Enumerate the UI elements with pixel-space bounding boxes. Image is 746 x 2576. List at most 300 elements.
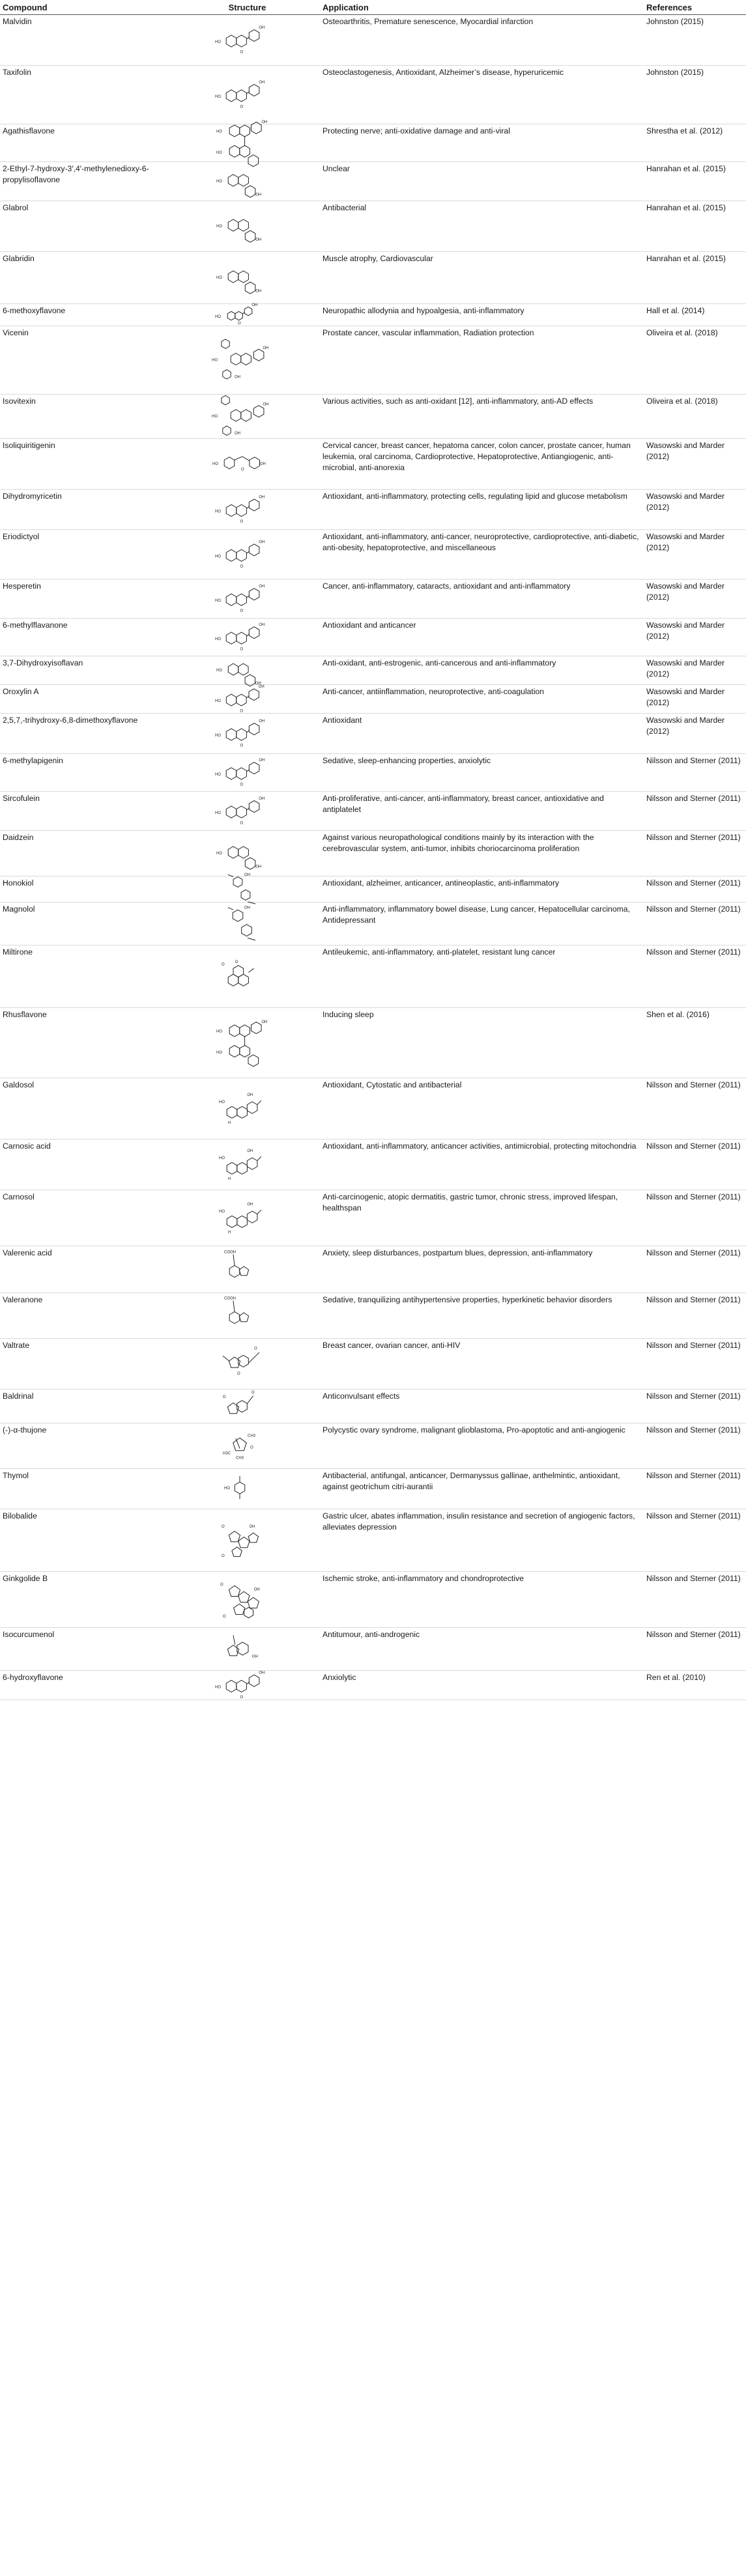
atom-label: OH xyxy=(255,865,261,869)
structure-drawing xyxy=(175,903,320,945)
structure-svg xyxy=(208,1008,287,1076)
structure-svg xyxy=(208,1078,287,1137)
structure-svg xyxy=(208,201,287,249)
structure-drawing xyxy=(175,1008,320,1078)
structure-svg xyxy=(208,754,287,789)
atom-label: OH xyxy=(244,873,250,877)
compound-name: 6-methylapigenin xyxy=(0,754,175,792)
atom-label: O xyxy=(250,1446,253,1450)
atom-label: OH xyxy=(234,375,240,380)
header-application: Application xyxy=(320,0,644,15)
reference-text: Wasowski and Marder (2012) xyxy=(644,619,746,656)
structure-svg xyxy=(208,714,287,751)
reference-text: Nilsson and Sterner (2011) xyxy=(644,1628,746,1671)
compound-name: 6-methoxyflavone xyxy=(0,304,175,326)
reference-text: Nilsson and Sterner (2011) xyxy=(644,1423,746,1469)
atom-label: OH xyxy=(251,303,257,307)
application-text: Antileukemic, anti-inflammatory, anti-platelet, resistant lung cancer xyxy=(320,945,644,1008)
atom-label: HO xyxy=(216,180,222,184)
structure-svg xyxy=(208,656,287,686)
atom-label: HO xyxy=(214,811,221,815)
atom-label: O xyxy=(240,609,243,613)
atom-label: HO xyxy=(216,130,222,134)
atom-label: HO xyxy=(214,95,221,99)
atom-label: O xyxy=(240,468,244,472)
application-text: Anticonvulsant effects xyxy=(320,1390,644,1423)
structure-svg xyxy=(208,304,287,324)
application-text: Polycystic ovary syndrome, malignant glioblastoma, Pro-apoptotic and anti-angiogenic xyxy=(320,1423,644,1469)
structure-svg xyxy=(208,439,287,487)
table-row xyxy=(0,656,746,685)
reference-text: Nilsson and Sterner (2011) xyxy=(644,1509,746,1572)
compound-name: Isovitexin xyxy=(0,395,175,439)
application-text: Anxiety, sleep disturbances, postpartum blues, depression, anti-inflammatory xyxy=(320,1246,644,1293)
application-text: Anxiolytic xyxy=(320,1671,644,1700)
structure-drawing xyxy=(175,15,320,66)
atom-label: OH xyxy=(259,462,266,466)
application-text: Sedative, sleep-enhancing properties, anxiolytic xyxy=(320,754,644,792)
application-text: Anti-oxidant, anti-estrogenic, anti-cancerous and anti-inflammatory xyxy=(320,656,644,685)
atom-label: OH xyxy=(255,682,261,686)
application-text: Osteoarthritis, Premature senescence, Myocardial infarction xyxy=(320,15,644,66)
structure-svg xyxy=(208,1293,287,1336)
reference-text: Wasowski and Marder (2012) xyxy=(644,580,746,619)
reference-text: Johnston (2015) xyxy=(644,66,746,124)
table-row xyxy=(0,876,746,903)
compound-name: Thymol xyxy=(0,1469,175,1509)
atom-label: OH xyxy=(262,346,268,351)
atom-label: HO xyxy=(216,1029,222,1034)
application-text: Unclear xyxy=(320,162,644,201)
structure-drawing xyxy=(175,1390,320,1423)
application-text: Antioxidant, anti-inflammatory, anticancer activities, antimicrobial, protecting mitochondria xyxy=(320,1140,644,1190)
atom-label: OH xyxy=(261,120,267,125)
table-row xyxy=(0,945,746,1008)
application-text: Anti-inflammatory, inflammatory bowel disease, Lung cancer, Hepatocellular carcinoma, Antidepressant xyxy=(320,903,644,945)
table-row xyxy=(0,792,746,831)
atom-label: O xyxy=(240,1696,243,1700)
atom-label: HO xyxy=(211,358,218,363)
header-row xyxy=(0,0,746,15)
structure-svg xyxy=(208,395,287,436)
atom-label: OH xyxy=(251,1655,258,1659)
atom-label: HO xyxy=(214,699,221,703)
atom-label: O xyxy=(220,1583,223,1588)
compound-name: Isocurcumenol xyxy=(0,1628,175,1671)
application-text: Anti-carcinogenic, atopic dermatitis, gastric tumor, chronic stress, improved lifespan, healthspan xyxy=(320,1190,644,1246)
atom-label: OH xyxy=(258,540,265,544)
structure-svg xyxy=(208,1671,287,1698)
atom-label: O xyxy=(235,960,238,965)
table-row xyxy=(0,1671,746,1700)
structure-drawing xyxy=(175,1469,320,1509)
application-text: Gastric ulcer, abates inflammation, insulin resistance and secretion of angiogenic factors, alleviates depression xyxy=(320,1509,644,1572)
atom-label: OH xyxy=(244,906,250,910)
compound-name: 6-methylflavanone xyxy=(0,619,175,656)
application-text: Prostate cancer, vascular inflammation, Radiation protection xyxy=(320,326,644,395)
table-row xyxy=(0,201,746,252)
atom-label: OH xyxy=(246,1203,253,1207)
structure-drawing xyxy=(175,1339,320,1390)
structure-drawing xyxy=(175,1246,320,1293)
atom-label: H xyxy=(227,1121,231,1126)
application-text: Antioxidant, anti-inflammatory, anti-cancer, neuroprotective, cardioprotective, anti-diabetic, anti-obesity, hepatoprotective, and miscellaneous xyxy=(320,530,644,580)
table-row xyxy=(0,685,746,714)
compound-name: Hesperetin xyxy=(0,580,175,619)
reference-text: Hanrahan et al. (2015) xyxy=(644,201,746,252)
atom-label: OH xyxy=(258,584,265,589)
application-text: Various activities, such as anti-oxidant [12], anti-inflammatory, anti-AD effects xyxy=(320,395,644,439)
structure-drawing xyxy=(175,754,320,792)
table-row xyxy=(0,714,746,754)
table-row xyxy=(0,903,746,945)
atom-label: OH xyxy=(258,758,265,763)
header-structure: Structure xyxy=(175,0,320,15)
atom-label: O xyxy=(253,1347,257,1351)
atom-label: OH xyxy=(255,193,261,197)
application-text: Sedative, tranquilizing antihypertensive properties, hyperkinetic behavior disorders xyxy=(320,1293,644,1339)
compound-name: Miltirone xyxy=(0,945,175,1008)
reference-text: Wasowski and Marder (2012) xyxy=(644,656,746,685)
compound-name: Glabridin xyxy=(0,252,175,304)
structure-svg xyxy=(208,120,287,160)
application-text: Antioxidant, anti-inflammatory, protecting cells, regulating lipid and glucose metabolism xyxy=(320,490,644,530)
structure-drawing xyxy=(175,792,320,831)
table-row xyxy=(0,15,746,66)
reference-text: Nilsson and Sterner (2011) xyxy=(644,1078,746,1140)
structure-drawing xyxy=(175,66,320,124)
table-row xyxy=(0,1246,746,1293)
table-row xyxy=(0,124,746,162)
atom-label: OH xyxy=(258,1671,265,1675)
atom-label: OH xyxy=(249,1525,255,1529)
atom-label: HO xyxy=(214,1685,221,1690)
reference-text: Ren et al. (2010) xyxy=(644,1671,746,1700)
atom-label: HO xyxy=(212,462,218,466)
reference-text: Nilsson and Sterner (2011) xyxy=(644,792,746,831)
structure-drawing xyxy=(175,580,320,619)
atom-label: O xyxy=(240,744,243,748)
structure-svg xyxy=(208,1390,287,1421)
atom-label: CH3 xyxy=(235,1456,244,1461)
compound-name: Ginkgolide B xyxy=(0,1572,175,1628)
application-text: Antibacterial, antifungal, anticancer, Dermanyssus gallinae, anthelmintic, antioxidant, against geotrichum citri-aurantii xyxy=(320,1469,644,1509)
compound-name: Sircofulein xyxy=(0,792,175,831)
structure-svg xyxy=(208,1572,287,1625)
table-row xyxy=(0,326,746,395)
atom-label: HO xyxy=(216,1051,222,1055)
structure-drawing xyxy=(175,395,320,439)
reference-text: Wasowski and Marder (2012) xyxy=(644,714,746,754)
atom-label: O xyxy=(240,821,243,826)
compound-name: 6-hydroxyflavone xyxy=(0,1671,175,1700)
atom-label: OH xyxy=(255,289,261,294)
atom-label: OH xyxy=(255,238,261,242)
table-row xyxy=(0,619,746,656)
atom-label: O xyxy=(240,565,243,569)
atom-label: HO xyxy=(211,415,218,419)
application-text: Cancer, anti-inflammatory, cataracts, antioxidant and anti-inflammatory xyxy=(320,580,644,619)
atom-label: HO xyxy=(216,151,222,155)
atom-label: HO xyxy=(216,276,222,280)
structure-svg xyxy=(208,15,287,63)
structure-drawing xyxy=(175,714,320,754)
application-text: Inducing sleep xyxy=(320,1008,644,1078)
atom-label: O xyxy=(222,1395,226,1400)
compound-name: Carnosol xyxy=(0,1190,175,1246)
reference-text: Wasowski and Marder (2012) xyxy=(644,530,746,580)
compound-name: Agathisflavone xyxy=(0,124,175,162)
table-row xyxy=(0,1078,746,1140)
structure-drawing xyxy=(175,1293,320,1339)
structure-drawing xyxy=(175,201,320,252)
structure-drawing xyxy=(175,945,320,1008)
application-text: Antioxidant xyxy=(320,714,644,754)
table-row xyxy=(0,1423,746,1469)
compound-name: Malvidin xyxy=(0,15,175,66)
compound-name: Glabrol xyxy=(0,201,175,252)
atom-label: OH xyxy=(258,796,265,801)
table-row xyxy=(0,304,746,326)
structure-svg xyxy=(208,1140,287,1188)
compound-name: Magnolol xyxy=(0,903,175,945)
table-row xyxy=(0,754,746,792)
reference-text: Nilsson and Sterner (2011) xyxy=(644,945,746,1008)
structure-drawing xyxy=(175,1671,320,1700)
structure-svg xyxy=(208,326,287,392)
reference-text: Johnston (2015) xyxy=(644,15,746,66)
atom-label: H xyxy=(227,1177,231,1182)
structure-drawing xyxy=(175,1078,320,1140)
structure-drawing xyxy=(175,1423,320,1469)
structure-drawing xyxy=(175,1572,320,1628)
table-row xyxy=(0,1628,746,1671)
structure-svg xyxy=(208,1339,287,1387)
application-text: Anti-cancer, antiinflammation, neuroprotective, anti-coagulation xyxy=(320,685,644,714)
reference-text: Hall et al. (2014) xyxy=(644,304,746,326)
compound-name: Bilobalide xyxy=(0,1509,175,1572)
compound-name: Vicenin xyxy=(0,326,175,395)
atom-label: COOH xyxy=(223,1250,236,1255)
table-row xyxy=(0,1293,746,1339)
table-row xyxy=(0,490,746,530)
reference-text: Nilsson and Sterner (2011) xyxy=(644,831,746,876)
structure-svg xyxy=(208,1509,287,1569)
structure-svg xyxy=(208,530,287,577)
application-text: Antitumour, anti-androgenic xyxy=(320,1628,644,1671)
compound-name: Daidzein xyxy=(0,831,175,876)
compound-name: Rhusflavone xyxy=(0,1008,175,1078)
reference-text: Nilsson and Sterner (2011) xyxy=(644,876,746,903)
compound-name: Galdosol xyxy=(0,1078,175,1140)
application-text: Anti-proliferative, anti-cancer, anti-inflammatory, breast cancer, antioxidative and antiplatelet xyxy=(320,792,644,831)
structure-drawing xyxy=(175,162,320,201)
structure-drawing xyxy=(175,619,320,656)
table-row xyxy=(0,1140,746,1190)
atom-label: HO xyxy=(214,315,221,319)
reference-text: Nilsson and Sterner (2011) xyxy=(644,1246,746,1293)
structure-drawing xyxy=(175,873,320,903)
atom-label: COOH xyxy=(223,1296,236,1301)
application-text: Against various neuropathological conditions mainly by its interaction with the cerebrovascular system, anti-tumor, inhibits choriocarcinoma proliferation xyxy=(320,831,644,876)
structure-drawing xyxy=(175,1140,320,1190)
atom-label: HO xyxy=(214,599,221,603)
structure-drawing xyxy=(175,1190,320,1246)
compound-name: Eriodictyol xyxy=(0,530,175,580)
atom-label: OH xyxy=(253,1588,260,1592)
table-row xyxy=(0,831,746,876)
structure-svg xyxy=(208,831,287,874)
structure-svg xyxy=(208,1423,287,1466)
reference-text: Nilsson and Sterner (2011) xyxy=(644,1572,746,1628)
application-text: Breast cancer, ovarian cancer, anti-HIV xyxy=(320,1339,644,1390)
atom-label: HO xyxy=(214,510,221,514)
atom-label: O xyxy=(221,962,225,967)
table-row xyxy=(0,1390,746,1423)
table-row xyxy=(0,1509,746,1572)
atom-label: HO xyxy=(218,1209,225,1214)
atom-label: OH xyxy=(258,623,265,627)
atom-label: HO xyxy=(218,1100,225,1104)
application-text: Antioxidant, alzheimer, anticancer, antineoplastic, anti-inflammatory xyxy=(320,876,644,903)
application-text: Neuropathic allodynia and hypoalgesia, anti-inflammatory xyxy=(320,304,644,326)
atom-label: O xyxy=(240,105,243,109)
atom-label: OH xyxy=(234,431,240,436)
structure-svg xyxy=(208,252,287,301)
table-row xyxy=(0,580,746,619)
structure-svg xyxy=(208,903,287,943)
table-row xyxy=(0,395,746,439)
structure-drawing xyxy=(175,1628,320,1671)
reference-text: Nilsson and Sterner (2011) xyxy=(644,754,746,792)
structure-svg xyxy=(208,945,287,1005)
atom-label: OH xyxy=(246,1093,253,1097)
compound-name: Honokiol xyxy=(0,876,175,903)
reference-text: Shrestha et al. (2012) xyxy=(644,124,746,162)
atom-label: OH xyxy=(258,495,265,499)
structure-drawing xyxy=(175,120,320,162)
table-row xyxy=(0,1190,746,1246)
compound-name: Carnosic acid xyxy=(0,1140,175,1190)
application-text: Antioxidant, Cytostatic and antibacterial xyxy=(320,1078,644,1140)
reference-text: Wasowski and Marder (2012) xyxy=(644,490,746,530)
atom-label: OH xyxy=(258,25,265,30)
structure-svg xyxy=(208,162,287,199)
reference-text: Wasowski and Marder (2012) xyxy=(644,685,746,714)
structure-drawing xyxy=(175,685,320,714)
table-row xyxy=(0,1572,746,1628)
compound-name: Isoliquiritigenin xyxy=(0,439,175,490)
application-text: Muscle atrophy, Cardiovascular xyxy=(320,252,644,304)
header-references: References xyxy=(644,0,746,15)
atom-label: HO xyxy=(223,1487,230,1491)
table-row xyxy=(0,1008,746,1078)
structure-svg xyxy=(208,580,287,616)
table-row xyxy=(0,1339,746,1390)
atom-label: CH3 xyxy=(247,1434,255,1438)
table-row xyxy=(0,252,746,304)
table-row xyxy=(0,66,746,124)
atom-label: HO xyxy=(218,1156,225,1160)
atom-label: O xyxy=(237,322,241,326)
reference-text: Nilsson and Sterner (2011) xyxy=(644,903,746,945)
atom-label: O xyxy=(251,1391,255,1395)
structure-svg xyxy=(208,1246,287,1291)
atom-label: HO xyxy=(214,773,221,777)
atom-label: O xyxy=(239,709,243,714)
reference-text: Nilsson and Sterner (2011) xyxy=(644,1390,746,1423)
reference-text: Oliveira et al. (2018) xyxy=(644,395,746,439)
structure-svg xyxy=(208,1628,287,1668)
compound-name: Taxifolin xyxy=(0,66,175,124)
reference-text: Hanrahan et al. (2015) xyxy=(644,162,746,201)
structure-svg xyxy=(208,1469,287,1507)
atom-label: HO xyxy=(214,40,221,44)
table-row xyxy=(0,1469,746,1509)
table-row xyxy=(0,530,746,580)
structure-drawing xyxy=(175,439,320,490)
atom-label: H xyxy=(227,1231,231,1235)
atom-label: OH xyxy=(261,1020,267,1025)
compound-name: 3,7-Dihydroxyisoflavan xyxy=(0,656,175,685)
application-text: Osteoclastogenesis, Antioxidant, Alzheimer’s disease, hyperuricemic xyxy=(320,66,644,124)
structure-drawing xyxy=(175,252,320,304)
reference-text: Nilsson and Sterner (2011) xyxy=(644,1339,746,1390)
application-text: Antibacterial xyxy=(320,201,644,252)
structure-drawing xyxy=(175,304,320,326)
compound-name: 2,5,7,-trihydroxy-6,8-dimethoxyflavone xyxy=(0,714,175,754)
atom-label: O xyxy=(221,1525,225,1529)
atom-label: O xyxy=(240,647,243,652)
structure-drawing xyxy=(175,490,320,530)
reference-text: Nilsson and Sterner (2011) xyxy=(644,1469,746,1509)
atom-label: OH xyxy=(258,719,265,723)
compound-name: (-)-α-thujone xyxy=(0,1423,175,1469)
reference-text: Wasowski and Marder (2012) xyxy=(644,439,746,490)
atom-label: O xyxy=(240,50,243,55)
compound-name: Valerenic acid xyxy=(0,1246,175,1293)
atom-label: HO xyxy=(214,555,221,559)
reference-text: Nilsson and Sterner (2011) xyxy=(644,1293,746,1339)
structure-drawing xyxy=(175,530,320,580)
atom-label: HO xyxy=(216,852,222,856)
compound-name: Dihydromyricetin xyxy=(0,490,175,530)
structure-drawing xyxy=(175,326,320,395)
atom-label: OH xyxy=(258,80,265,85)
structure-svg xyxy=(208,619,287,654)
structure-drawing xyxy=(175,831,320,876)
application-text: Ischemic stroke, anti-inflammatory and chondroprotective xyxy=(320,1572,644,1628)
atom-label: HO xyxy=(214,734,221,738)
structure-svg xyxy=(208,66,287,125)
compound-name: Valeranone xyxy=(0,1293,175,1339)
reference-text: Nilsson and Sterner (2011) xyxy=(644,1140,746,1190)
compound-name: 2-Ethyl-7-hydroxy-3′,4′-methylenedioxy-6-propylisoflavone xyxy=(0,162,175,201)
atom-label: O xyxy=(221,1554,225,1558)
atom-label: OH xyxy=(262,402,268,407)
structure-drawing xyxy=(175,1509,320,1572)
application-text: Cervical cancer, breast cancer, hepatoma cancer, colon cancer, prostate cancer, human leukemia, oral carcinoma, Cardioprotective, Hepatoprotective, Antiangiogenic, anti-microbial, anti-anorexia xyxy=(320,439,644,490)
structure-svg xyxy=(208,792,287,828)
reference-text: Hanrahan et al. (2015) xyxy=(644,252,746,304)
table-row xyxy=(0,162,746,201)
atom-label: O xyxy=(240,520,243,524)
compound-name: Valtrate xyxy=(0,1339,175,1390)
structure-svg xyxy=(208,490,287,527)
atom-label: O xyxy=(240,783,243,787)
reference-text: Shen et al. (2016) xyxy=(644,1008,746,1078)
table-row xyxy=(0,439,746,490)
